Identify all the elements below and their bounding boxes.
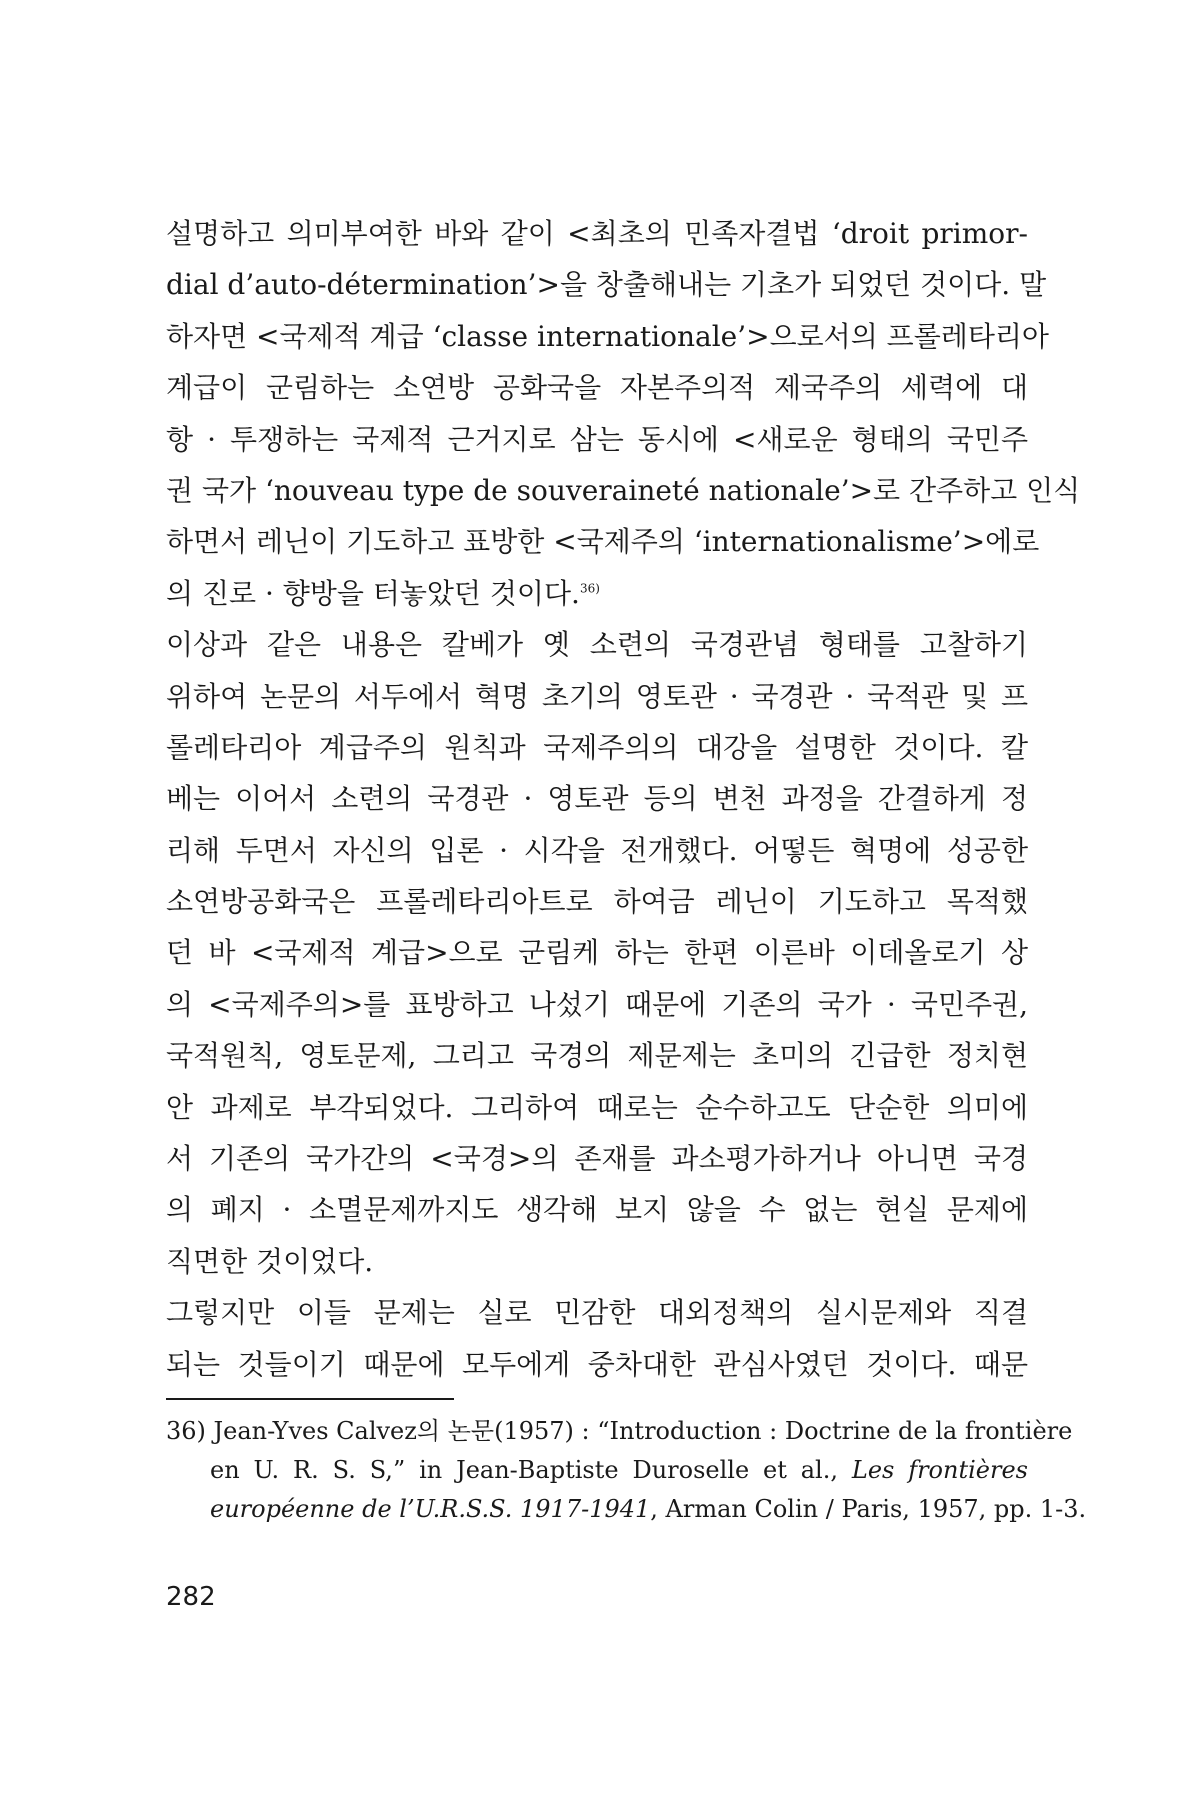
- text-line: [166, 568, 1028, 619]
- text-line: 롤레타리아 계급주의 원칙과 국제주의의 대강을 설명한 것이다. 칼: [166, 730, 1028, 764]
- text-line: 직면한 것이었다.: [166, 1244, 374, 1278]
- text-line: 하면서 레닌이 기도하고 표방한 <국제주의 ‘internationalisme’>에로: [166, 525, 1040, 559]
- text-line: 소연방공화국은 프롤레타리아트로 하여금 레닌이 기도하고 목적했: [166, 885, 1028, 919]
- text-line: 서 기존의 국가간의 <국경>의 존재를 과소평가하거나 아니면 국경: [166, 1142, 1028, 1176]
- text-line: 안 과제로 부각되었다. 그리하여 때로는 순수하고도 단순한 의미에: [166, 1090, 1028, 1124]
- footnote-divider: [166, 1398, 454, 1400]
- body-text: [166, 208, 1081, 1390]
- text-line: 그렇지만 이들 문제는 실로 민감한 대외정책의 실시문제와 직결: [166, 1296, 1028, 1330]
- text-line: 국적원칙, 영토문제, 그리고 국경의 제문제는 초미의 긴급한 정치현: [166, 1039, 1028, 1073]
- text-line: 하자면 <국제적 계급 ‘classe internationale’>으로서의 프롤레타리아: [166, 319, 1049, 353]
- text-line: 이상과 같은 내용은 칼베가 옛 소련의 국경관념 형태를 고찰하기: [166, 628, 1028, 662]
- footnote-text: , Arman Colin / Paris, 1957, pp. 1-3.: [650, 1495, 1087, 1523]
- text-line: 계급이 군림하는 소연방 공화국을 자본주의적 제국주의 세력에 대: [166, 371, 1028, 405]
- text-line: dial d’auto-détermination’>을 창출해내는 기초가 되었던 것이다. 말: [166, 268, 1047, 302]
- footnote: [166, 1412, 1087, 1529]
- text-line: 항 · 투쟁하는 국제적 근거지로 삼는 동시에 <새로운 형태의 국민주: [166, 422, 1028, 456]
- footnote-line: 36) Jean-Yves Calvez의 논문(1957) : “Introduction : Doctrine de la frontière: [166, 1417, 1073, 1445]
- text-line: 되는 것들이기 때문에 모두에게 중차대한 관심사였던 것이다. 때문: [166, 1347, 1028, 1381]
- footnote-title-italic: Les frontières: [851, 1456, 1028, 1484]
- footnote-line: [166, 1451, 1028, 1490]
- footnote-line: [166, 1490, 1087, 1529]
- text-line: 의 폐지 · 소멸문제까지도 생각해 보지 않을 수 없는 현실 문제에: [166, 1193, 1028, 1227]
- text-line: 권 국가 ‘nouveau type de souveraineté nationale’>로 간주하고 인식: [166, 473, 1081, 507]
- text-line: 베는 이어서 소련의 국경관 · 영토관 등의 변천 과정을 간결하게 정: [166, 782, 1028, 816]
- footnote-title-italic: européenne de l’U.R.S.S. 1917-1941: [210, 1495, 651, 1523]
- footnote-text: en U. R. S. S,” in Jean-Baptiste Duroselle et al.,: [210, 1456, 852, 1484]
- text-line: 리해 두면서 자신의 입론 · 시각을 전개했다. 어떻든 혁명에 성공한: [166, 833, 1028, 867]
- text-line: 의 <국제주의>를 표방하고 나섰기 때문에 기존의 국가 · 국민주권,: [166, 987, 1028, 1021]
- text-line-content: 의 진로 · 향방을 터놓았던 것이다.: [166, 576, 580, 610]
- page-number: 282: [166, 1582, 216, 1612]
- text-line: 설명하고 의미부여한 바와 같이 <최초의 민족자결법 ‘droit primor-: [166, 217, 1028, 250]
- text-line: 위하여 논문의 서두에서 혁명 초기의 영토관 · 국경관 · 국적관 및 프: [166, 679, 1028, 713]
- footnote-reference[interactable]: 36): [579, 581, 600, 596]
- text-line: 던 바 <국제적 계급>으로 군림케 하는 한편 이른바 이데올로기 상: [166, 936, 1028, 970]
